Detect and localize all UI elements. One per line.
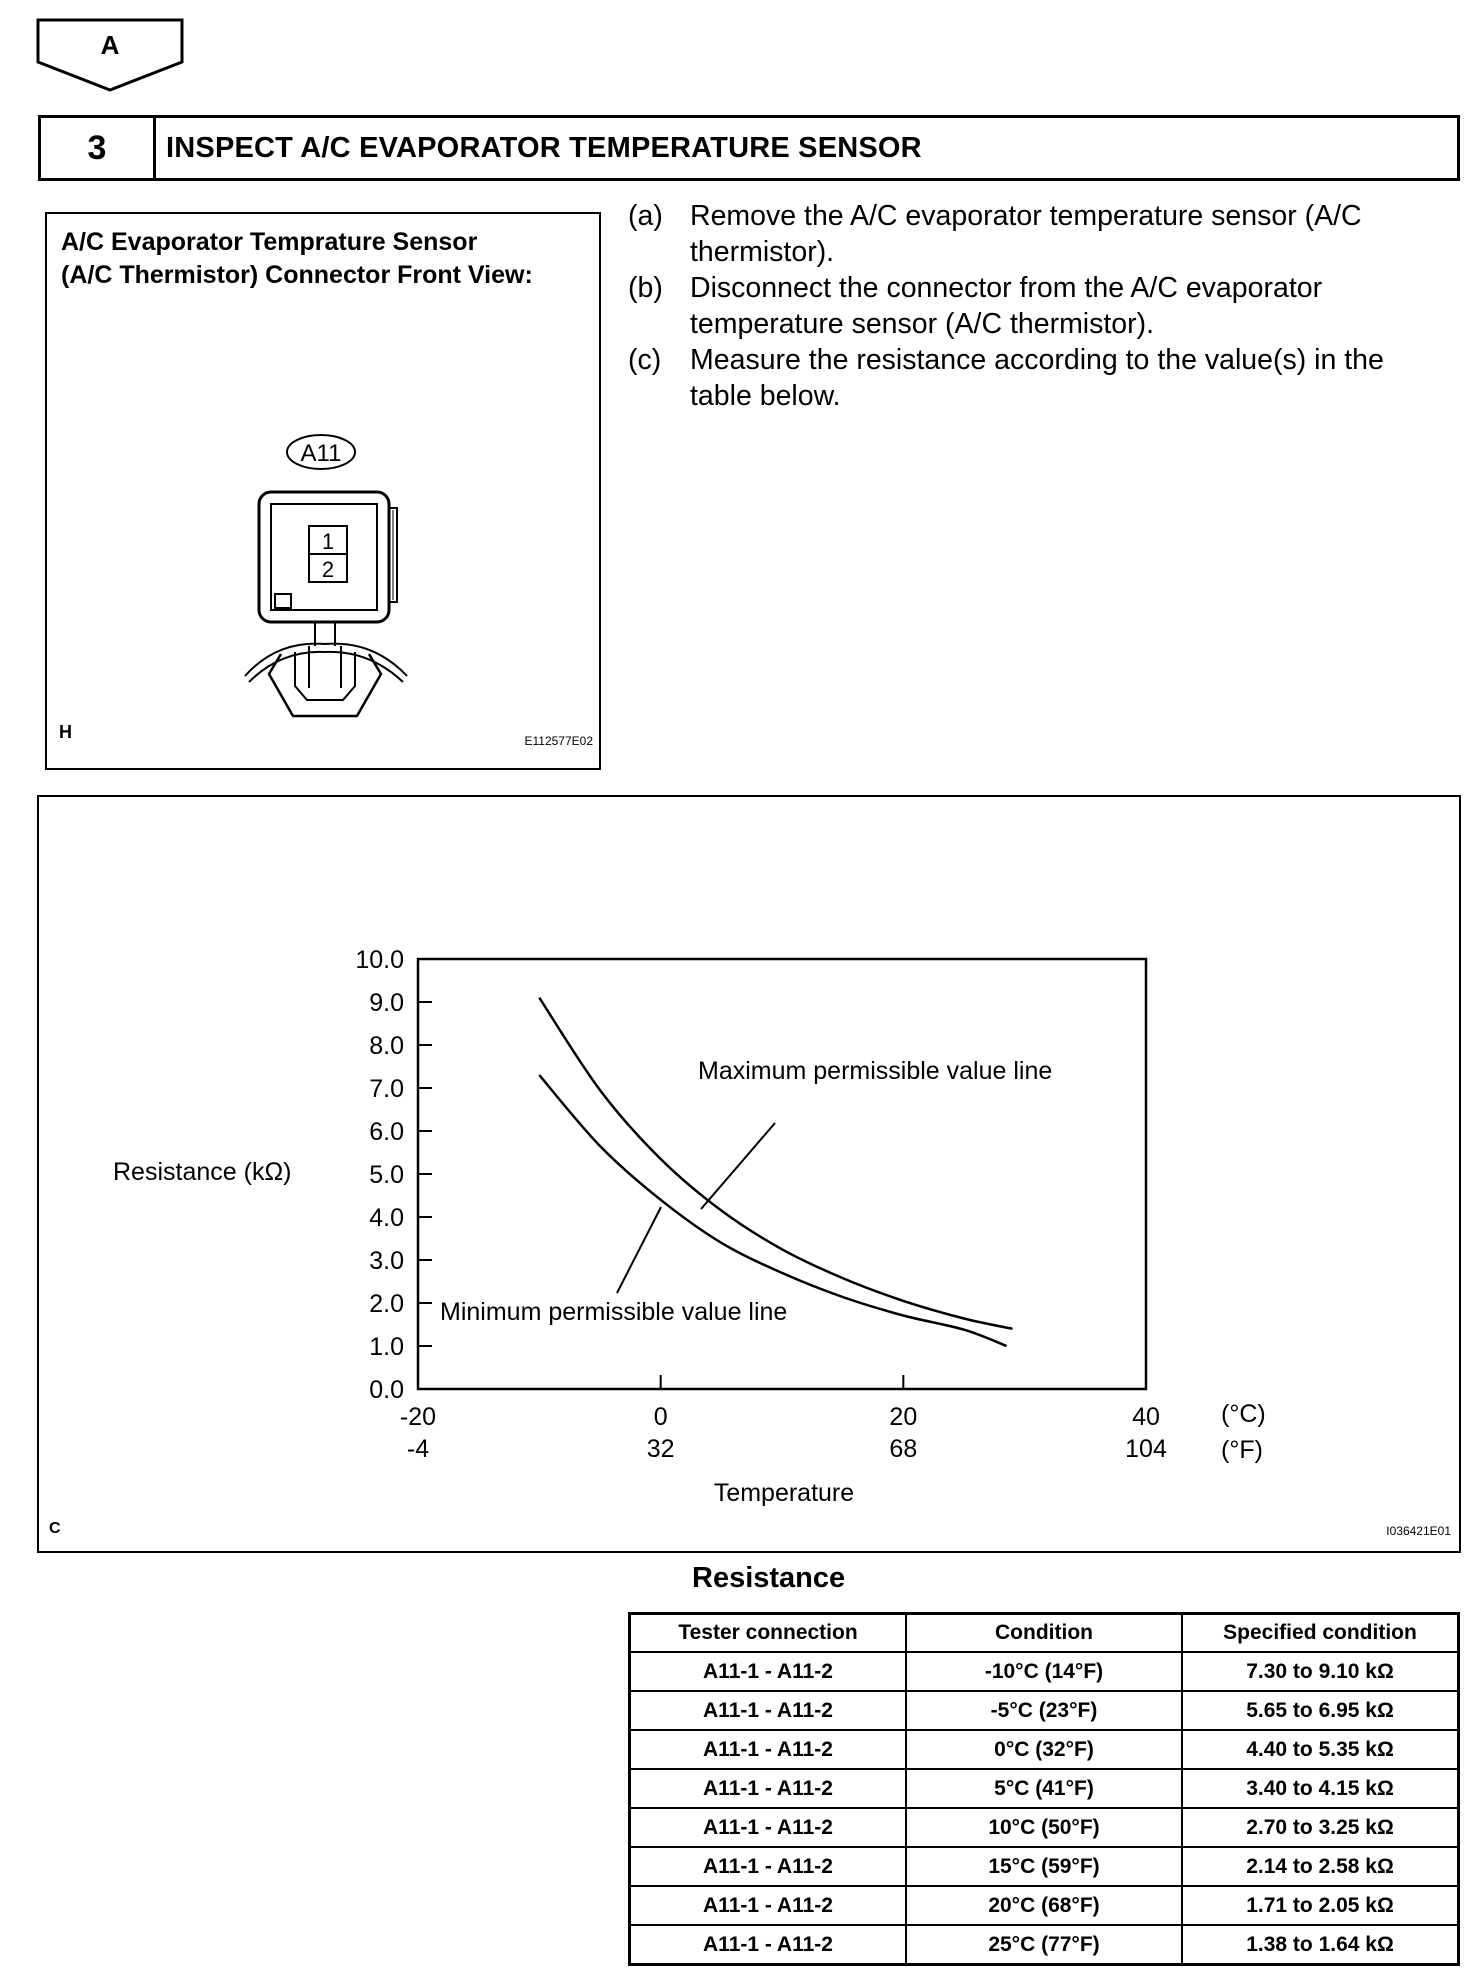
y-tick-label: 5.0 [369, 1161, 404, 1189]
y-tick-label: 6.0 [369, 1118, 404, 1146]
y-tick-label: 7.0 [369, 1075, 404, 1103]
pin-1-label: 1 [321, 529, 335, 554]
connector-diagram [197, 424, 457, 724]
flag-label: A [100, 30, 120, 60]
table-cell: A11-1 - A11-2 [630, 1652, 907, 1691]
resistance-chart-figure [37, 795, 1461, 1553]
x-tick-label-fahrenheit: 104 [1125, 1435, 1167, 1463]
page-flag [36, 18, 184, 94]
instruction-line: Disconnect the connector from the A/C evaporator [690, 272, 1323, 304]
instruction-text [690, 198, 1458, 270]
series-leader-min [617, 1207, 661, 1293]
instruction-letter: (c) [628, 344, 662, 376]
table-row [630, 1925, 1459, 1965]
table-cell: A11-1 - A11-2 [630, 1886, 907, 1925]
table-header-cell: Tester connection [630, 1614, 907, 1653]
pin-2-label: 2 [321, 557, 335, 582]
table-cell: A11-1 - A11-2 [630, 1808, 907, 1847]
table-cell: 5.65 to 6.95 kΩ [1182, 1691, 1459, 1730]
table-header-cell: Specified condition [1182, 1614, 1459, 1653]
table-cell: 1.71 to 2.05 kΩ [1182, 1886, 1459, 1925]
x-tick-label-celsius: 0 [653, 1403, 668, 1431]
table-cell: 2.70 to 3.25 kΩ [1182, 1808, 1459, 1847]
x-tick-label-fahrenheit: 32 [646, 1435, 675, 1463]
instruction-line: Remove the A/C evaporator temperature sensor (A/C [690, 200, 1362, 232]
instruction-line: temperature sensor (A/C thermistor). [690, 308, 1155, 340]
y-tick-label: 0.0 [369, 1376, 404, 1404]
table-cell: 4.40 to 5.35 kΩ [1182, 1730, 1459, 1769]
table-row [630, 1847, 1459, 1886]
instruction-letter: (b) [628, 272, 663, 304]
instruction-text [690, 270, 1458, 342]
instruction-line: Measure the resistance according to the value(s) in the [690, 344, 1384, 376]
y-tick-label: 4.0 [369, 1204, 404, 1232]
x-tick-label-fahrenheit: 68 [889, 1435, 918, 1463]
x-tick-label-celsius: 40 [1132, 1403, 1160, 1431]
series-label-min: Minimum permissible value line [440, 1298, 788, 1326]
table-cell: 7.30 to 9.10 kΩ [1182, 1652, 1459, 1691]
table-header-row [630, 1614, 1459, 1653]
chart-figure-code: I036421E01 [1386, 1524, 1451, 1538]
x-tick-label-celsius: -20 [399, 1403, 437, 1431]
step-header [38, 115, 1460, 181]
x-unit-celsius: (°C) [1221, 1400, 1266, 1428]
table-cell: 20°C (68°F) [906, 1886, 1182, 1925]
table-cell: A11-1 - A11-2 [630, 1691, 907, 1730]
table-header-cell: Condition [906, 1614, 1182, 1653]
table-row [630, 1769, 1459, 1808]
y-tick-label: 2.0 [369, 1290, 404, 1318]
table-cell: 3.40 to 4.15 kΩ [1182, 1769, 1459, 1808]
table-cell: A11-1 - A11-2 [630, 1847, 907, 1886]
y-tick-label: 8.0 [369, 1032, 404, 1060]
connector-figure-title [61, 226, 533, 292]
y-tick-label: 10.0 [355, 946, 404, 974]
connector-figure-code: E112577E02 [524, 734, 593, 748]
connector-figure-corner-label: H [59, 722, 72, 742]
instruction-letter: (a) [628, 200, 663, 232]
table-cell: 15°C (59°F) [906, 1847, 1182, 1886]
table-row [630, 1691, 1459, 1730]
table-cell: A11-1 - A11-2 [630, 1769, 907, 1808]
step-number: 3 [41, 118, 156, 178]
x-unit-fahrenheit: (°F) [1221, 1436, 1263, 1464]
instruction-line: table below. [690, 380, 841, 412]
series-label-max: Maximum permissible value line [698, 1057, 1053, 1085]
table-cell: 2.14 to 2.58 kΩ [1182, 1847, 1459, 1886]
instruction-line: thermistor). [690, 236, 835, 268]
instruction-text [690, 342, 1458, 414]
series-lines [539, 998, 1012, 1346]
y-tick-label: 9.0 [369, 989, 404, 1017]
connector-figure [45, 212, 601, 770]
table-cell: A11-1 - A11-2 [630, 1925, 907, 1965]
table-cell: 5°C (41°F) [906, 1769, 1182, 1808]
instruction-list [628, 198, 1458, 414]
table-cell: 1.38 to 1.64 kΩ [1182, 1925, 1459, 1965]
series-leader-max [701, 1123, 775, 1209]
table-cell: -5°C (23°F) [906, 1691, 1182, 1730]
table-row [630, 1808, 1459, 1847]
table-row [630, 1652, 1459, 1691]
table-cell: A11-1 - A11-2 [630, 1730, 907, 1769]
x-axis-label: Temperature [713, 1479, 855, 1507]
table-row [630, 1730, 1459, 1769]
table-cell: -10°C (14°F) [906, 1652, 1182, 1691]
instruction-item [628, 198, 1458, 270]
table-cell: 25°C (77°F) [906, 1925, 1182, 1965]
x-tick-label-celsius: 20 [889, 1403, 918, 1431]
table-row [630, 1886, 1459, 1925]
table-cell: 0°C (32°F) [906, 1730, 1182, 1769]
instruction-item [628, 342, 1458, 414]
y-axis-label: Resistance (kΩ) [113, 1158, 292, 1186]
connector-figure-title-line1: A/C Evaporator Temprature Sensor [61, 228, 478, 256]
table-body [630, 1652, 1459, 1965]
x-tick-label-fahrenheit: -4 [406, 1435, 430, 1463]
y-axis [355, 946, 432, 1404]
chart-corner-label: C [49, 1520, 61, 1537]
instruction-item [628, 270, 1458, 342]
step-title: INSPECT A/C EVAPORATOR TEMPERATURE SENSOR [166, 131, 922, 164]
y-tick-label: 1.0 [369, 1333, 404, 1361]
max-permissible-line [539, 998, 1012, 1329]
resistance-table [628, 1612, 1460, 1966]
table-title: Resistance [692, 1562, 846, 1594]
table-cell: 10°C (50°F) [906, 1808, 1182, 1847]
resistance-chart [39, 797, 1459, 1551]
y-tick-label: 3.0 [369, 1247, 404, 1275]
connector-id-label: A11 [300, 440, 342, 467]
connector-figure-title-line2: (A/C Thermistor) Connector Front View: [61, 261, 533, 289]
